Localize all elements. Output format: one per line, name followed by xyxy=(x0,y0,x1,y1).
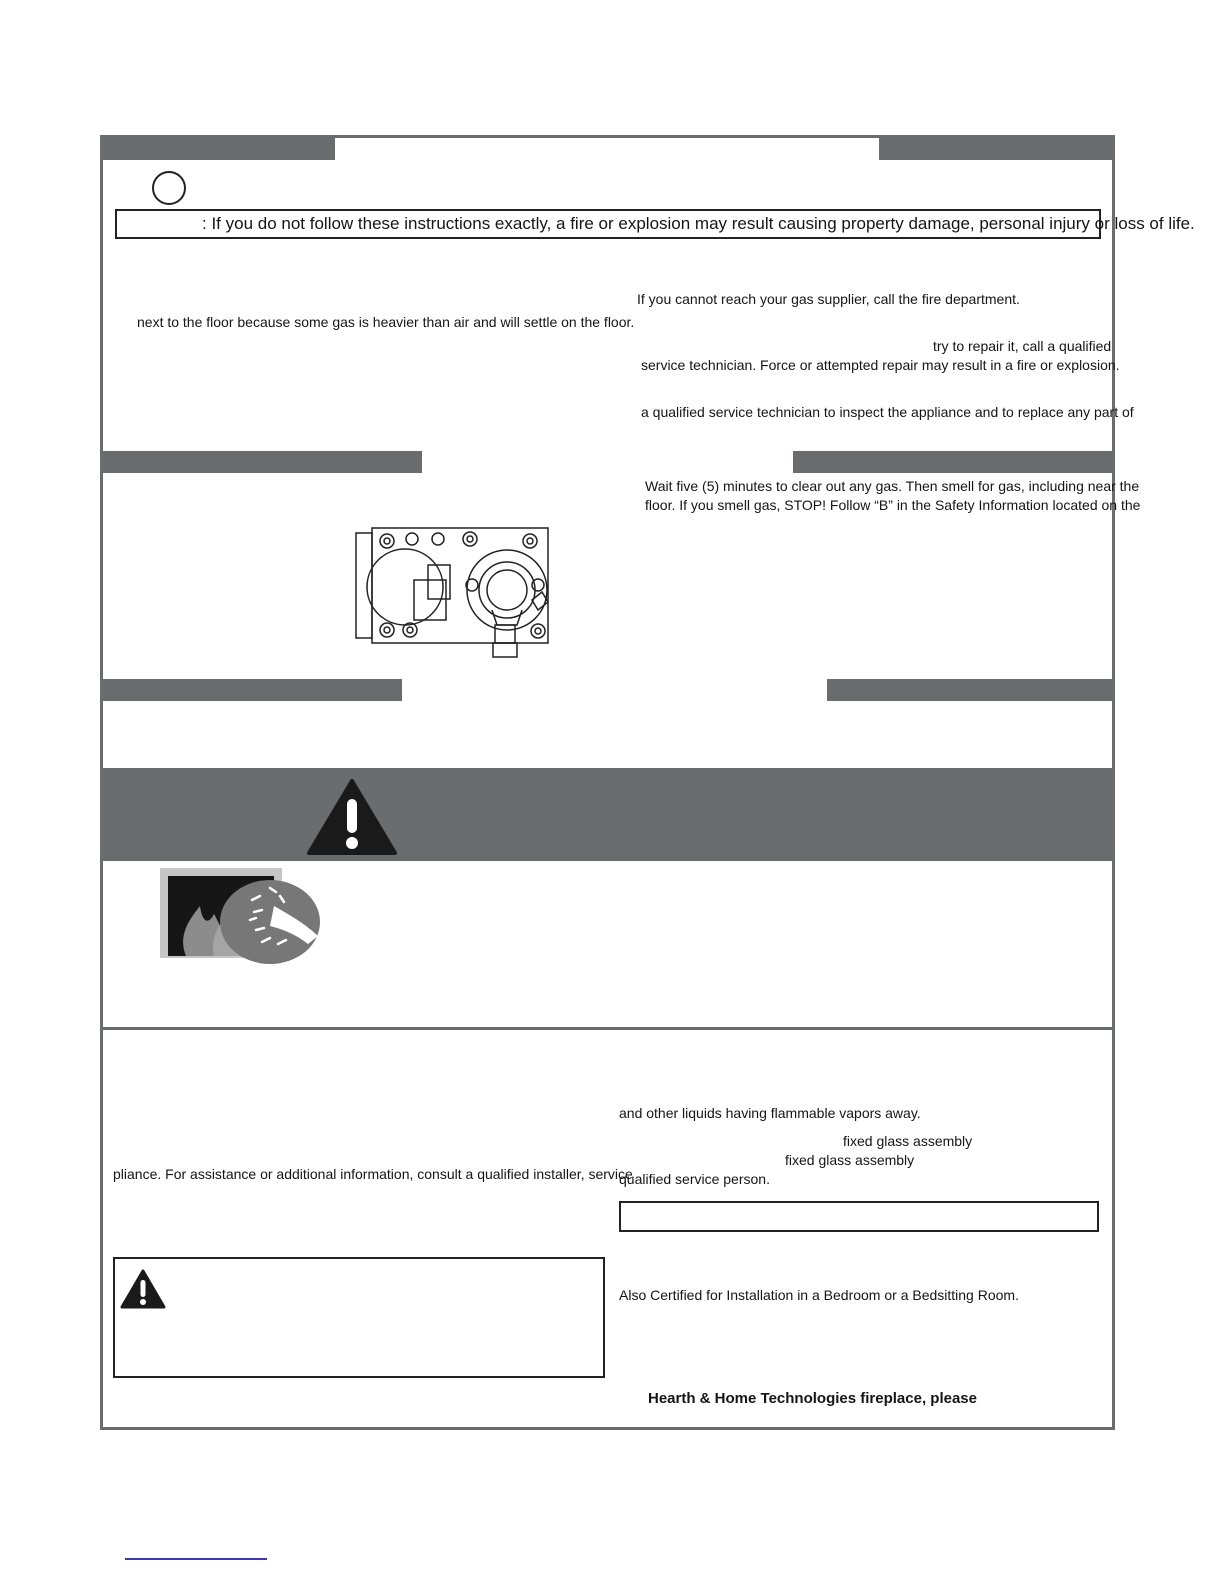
valve-connector-neck xyxy=(495,625,515,643)
lower-liquids-line: and other liquids having flammable vapors away. xyxy=(619,1105,921,1121)
warning-statement-text: : If you do not follow these instructions exactly, a fire or explosion may result causing property damage, personal injury or loss of life. xyxy=(202,214,1195,233)
lower-bedroom-line: Also Certified for Installation in a Bedroom or a Bedsitting Room. xyxy=(619,1287,1019,1303)
lighting-bar-right xyxy=(793,451,1112,473)
lower-warning-triangle-icon xyxy=(120,1268,166,1310)
lighting-wait-line-2: floor. If you smell gas, STOP! Follow “B” in the Safety Information located on the xyxy=(645,497,1141,513)
section-divider xyxy=(103,1027,1112,1030)
valve-left-chamber xyxy=(367,549,443,625)
hot-glass-burn-illustration xyxy=(158,866,323,968)
safety-gas-supplier-line: If you cannot reach your gas supplier, call the fire department. xyxy=(637,291,1020,307)
valve-body xyxy=(372,528,548,643)
lower-glass-line-1: fixed glass assembly xyxy=(843,1133,973,1149)
safety-inspect-line: a qualified service technician to inspect the appliance and to replace any part of xyxy=(641,404,1134,420)
gas-valve-diagram xyxy=(350,525,560,665)
lower-glass-line-2: fixed glass assembly xyxy=(785,1152,915,1168)
footer-link-underline xyxy=(125,1558,267,1560)
warning-band xyxy=(103,768,1112,861)
lighting-wait-line-1: Wait five (5) minutes to clear out any gas. Then smell for gas, including near the xyxy=(645,478,1140,494)
valve-screws xyxy=(380,532,545,638)
lower-warning-box xyxy=(113,1257,605,1378)
circle-symbol-icon xyxy=(152,171,186,205)
header-bar-right xyxy=(879,138,1112,160)
lighting-bar-left xyxy=(103,451,422,473)
hand-circle xyxy=(220,880,320,964)
section-bar-right xyxy=(827,679,1112,701)
safety-floor-line: next to the floor because some gas is heavier than air and will settle on the floor. xyxy=(137,314,635,330)
lower-hearth-line: Hearth & Home Technologies fireplace, please xyxy=(648,1390,977,1407)
valve-side-plate xyxy=(356,533,372,638)
valve-connector xyxy=(493,643,517,657)
header-bar-left xyxy=(103,138,335,160)
warning-triangle-icon xyxy=(306,777,398,857)
safety-repair-line-1: try to repair it, call a qualified xyxy=(933,338,1112,354)
section-bar-left xyxy=(103,679,402,701)
valve-regulator-center xyxy=(487,570,527,610)
lower-assistance-line: pliance. For assistance or additional information, consult a qualified installer, service xyxy=(113,1166,633,1182)
lower-right-empty-box xyxy=(619,1201,1099,1232)
lower-qualified-line: qualified service person. xyxy=(619,1171,770,1187)
safety-repair-line-2: service technician. Force or attempted repair may result in a fire or explosion. xyxy=(641,357,1120,373)
